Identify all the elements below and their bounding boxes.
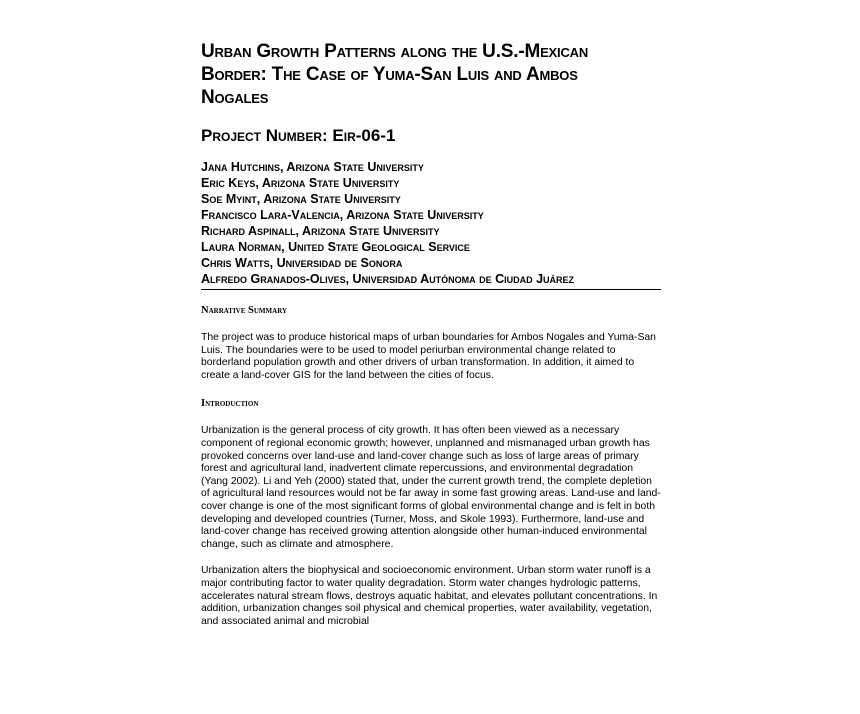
paper-content <box>201 40 661 628</box>
project-number: Project Number: Eir-06-1 <box>201 126 396 145</box>
introduction-heading: Introduction <box>201 398 259 410</box>
introduction-paragraph: Urbanization is the general process of city growth. It has often been viewed as a necessary component of regional economic growth; however, unplanned and mismanaged urban growth has provoked concerns over land-use and land-cover change such as loss of large areas of primary forest and agricultural land, inadvertent climate repercussions, and environmental degradation (Yang 2002). Li and Yeh (2000) stated that, under the current growth trend, the complete depletion of agricultural land resources would not be far away in some fast growing areas. Land-use and land-cover change is one of the most significant forms of global environmental change and is felt in both developing and developed countries (Turner, Moss, and Skole 1993). Furthermore, land-use and land-cover change has received growing attention alongside other human-induced environmental change, such as climate and atmosphere. <box>201 425 661 550</box>
title-line: Urban Growth Patterns along the U.S.-Mexican <box>201 41 589 62</box>
title-line: Border: The Case of Yuma-San Luis and Ambos <box>201 64 578 85</box>
author-entry: Soe Myint, Arizona State University <box>201 192 401 206</box>
title-line: Nogales <box>201 87 269 108</box>
author-entry: Laura Norman, United State Geological Service <box>201 240 470 254</box>
author-entry: Richard Aspinall, Arizona State University <box>201 224 440 238</box>
narrative-summary-text: The project was to produce historical maps of urban boundaries for Ambos Nogales and Yuma-San Luis. The boundaries were to be used to model periurban environmental change related to borderland population growth and other drivers of urban transformation. In addition, it aimed to create a land-cover GIS for the land between the cities of focus. <box>201 332 656 381</box>
introduction-paragraph: Urbanization alters the biophysical and socioeconomic environment. Urban storm water runoff is a major contributing factor to water quality degradation. Storm water changes hydrologic patterns, accelerates natural stream flows, destroys aquatic habitat, and elevates pollutant concentrations. In addition, urbanization changes soil physical and chemical properties, water availability, vegetation, and associated animal and microbial <box>201 565 658 627</box>
author-entry: Eric Keys, Arizona State University <box>201 176 400 190</box>
author-entry: Francisco Lara-Valencia, Arizona State University <box>201 208 484 222</box>
narrative-summary-heading: Narrative Summary <box>201 305 288 316</box>
author-entry: Chris Watts, Universidad de Sonora <box>201 256 403 270</box>
author-entry: Jana Hutchins, Arizona State University <box>201 160 424 174</box>
author-list <box>201 159 661 290</box>
paper-title <box>201 40 661 109</box>
author-entry: Alfredo Granados-Olives, Universidad Autónoma de Ciudad Juárez <box>201 272 575 286</box>
